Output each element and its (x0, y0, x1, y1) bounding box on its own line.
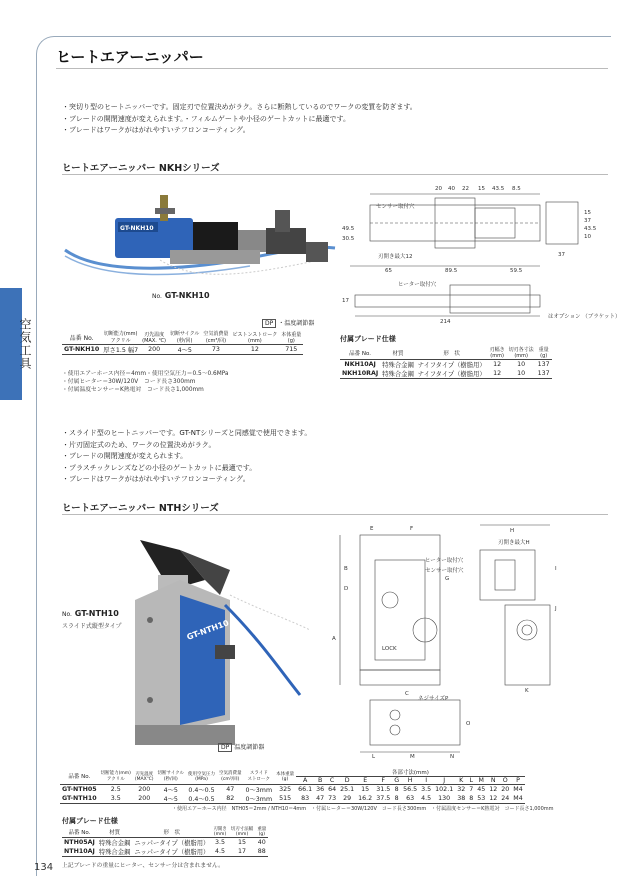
table-cell: M4 (513, 795, 523, 802)
table-cell: 15 (361, 786, 370, 793)
table-cell: GT-NKH10 (64, 346, 100, 353)
table-header-cell: G (394, 777, 400, 784)
nkh-spec-header: ピストンストローク (mm) (232, 331, 278, 344)
table-cell: 63 (406, 795, 415, 802)
nkh-product-photo (60, 190, 340, 300)
table-cell: 特殊合金鋼 (382, 362, 414, 369)
nth-product-photo (120, 520, 320, 750)
nth-model-sub: スライド式縦型タイプ (62, 623, 122, 630)
text-line: ・片刃固定式のため、ワークの位置決めがラク。 (62, 440, 216, 449)
dimension-label: G (445, 576, 450, 582)
table-cell: 47 (226, 786, 235, 793)
table-cell: ナイフタイプ（樹脂用） (417, 371, 486, 378)
table-row (60, 785, 525, 795)
nkh-dimension-diagram (340, 180, 621, 325)
table-cell: 12 (250, 346, 259, 353)
table-header-cell: 刃先温度 (MAX℃) (134, 771, 154, 782)
text-line: ・付属ヒーター＝30W/120V コード長さ300mm (62, 379, 196, 385)
table-cell: 64 (328, 786, 337, 793)
dimension-label: 89.5 (445, 268, 458, 274)
table-header-cell: H (407, 777, 413, 784)
table-header-cell: O (502, 777, 508, 784)
table-cell: 10 (517, 361, 526, 368)
table-header-cell: 材質 (109, 829, 121, 836)
nkh-bullets (62, 102, 417, 137)
text-line: ・ブレードの開閉速度が変えられます。 (62, 452, 188, 460)
dimension-label: 17 (342, 298, 349, 304)
table-cell: 厚さ1.5 幅7 (103, 347, 139, 354)
table-header-cell: K (459, 777, 464, 784)
nkh-heater-label: ヒーター取付穴 (398, 282, 437, 288)
table-cell: 200 (138, 786, 151, 793)
table-cell: 12 (489, 795, 498, 802)
table-cell: 7 (469, 786, 474, 793)
table-cell: 66.1 (298, 786, 313, 793)
nth-photo-label: GT-NTH10 (185, 618, 231, 642)
table-cell: 10 (517, 370, 526, 377)
table-header-cell: F (381, 777, 386, 784)
table-cell: ニッパータイプ（樹脂用） (134, 849, 210, 856)
table-header-cell: 切断サイクル (秒/回) (157, 771, 184, 782)
table-cell: 200 (148, 346, 161, 353)
table-cell: 40 (257, 839, 266, 846)
nth-notes: ・使用エアーホース内径 NTH05＝2mm / NTH10＝4mm ・付属ヒーター＝30W/120V コード長さ300mm ・付属温度センサー＝K熱電対 コード長さ1,000mm (172, 806, 554, 812)
dimension-label: L (372, 754, 376, 760)
table-cell: 31.5 (376, 786, 391, 793)
side-label: 空気工具 (18, 318, 32, 370)
table-cell: 特殊合金鋼 (382, 371, 414, 378)
table-cell: 56.5 (403, 786, 418, 793)
dimension-label: 8.5 (512, 186, 521, 192)
nth-blade-max-label: 刃開き最大H (498, 540, 530, 546)
nkh-spec-header: 本体重量 (g) (281, 331, 302, 344)
table-cell: 137 (537, 361, 550, 368)
dimension-label: H (510, 528, 515, 534)
table-header-cell: C (329, 777, 335, 784)
table-cell: 47 (316, 795, 325, 802)
table-cell: 0〜3mm (245, 787, 273, 794)
table-header-cell: 重量 (g) (538, 347, 549, 359)
table-header-cell: I (425, 777, 428, 784)
table-cell: 4〜5 (163, 787, 178, 794)
table-row (62, 345, 303, 355)
table-cell: 137 (537, 370, 550, 377)
table-cell: 20 (501, 786, 510, 793)
nkh-spec-header: 刃先温度 (MAX. ℃) (142, 331, 167, 344)
table-cell: ニッパータイプ（樹脂用） (134, 840, 210, 847)
table-cell: GT-NTH05 (62, 786, 97, 793)
table-header-cell: 刃開き (mm) (213, 827, 227, 837)
table-cell: 73 (328, 795, 337, 802)
dimension-label: C (405, 691, 409, 697)
table-cell: 16.2 (358, 795, 373, 802)
table-cell: 24 (501, 795, 510, 802)
table-cell: 8 (394, 786, 399, 793)
dimension-label: 15 (478, 186, 485, 192)
table-header-cell: 重量 (g) (257, 827, 267, 837)
nth-footnote: 上記ブレードの重量にヒーター、センサー分は含まれません。 (62, 863, 224, 869)
table-header-cell: 本体重量 (g) (276, 771, 295, 782)
dimension-label: 49.5 (342, 226, 355, 232)
table-header-cell: 切刃各寸法 (mm) (508, 347, 534, 359)
table-cell: 8 (469, 795, 474, 802)
dimension-label: 40 (448, 186, 455, 192)
table-cell: NKH10AJ (344, 361, 376, 368)
table-header-cell: 品番 No. (68, 774, 91, 780)
dimension-label: 214 (440, 319, 451, 325)
table-header-cell: 形 状 (443, 350, 460, 357)
table-cell: 29 (343, 795, 352, 802)
table-cell: 12 (493, 361, 502, 368)
nth-dimension-diagram (330, 520, 615, 760)
text-line: ・スライド型のヒートニッパーです。GT-NTシリーズと同感覚で使用できます。 (62, 429, 312, 437)
table-header-row (340, 346, 552, 360)
text-line: ・付属温度センサー＝K熱電対 コード長さ1,000mm (62, 387, 204, 393)
nth-spec-table (60, 768, 525, 804)
table-cell: GT-NTH10 (62, 795, 97, 802)
nkh-spec-header: 品番 No. (69, 334, 94, 342)
dimension-label: 37 (558, 252, 565, 258)
table-header-cell: スライド ストローク (247, 771, 271, 782)
nkh-heading: ヒートエアーニッパー NKHシリーズ (62, 163, 220, 174)
dimension-label: 22 (462, 186, 469, 192)
nkh-spec-header: 空気消費量 (cm³/回) (203, 331, 229, 344)
table-cell: M4 (513, 786, 523, 793)
dimension-label: 43.5 (492, 186, 505, 192)
nkh-heading-rule (62, 174, 608, 175)
table-header-row (62, 330, 303, 345)
table-header-cell: M (478, 777, 484, 784)
table-cell: 12 (489, 786, 498, 793)
dimension-label: N (450, 754, 455, 760)
dimension-label: F (410, 526, 414, 532)
table-cell: 36 (316, 786, 325, 793)
table-cell: ナイフタイプ（樹脂用） (417, 362, 486, 369)
table-cell: 38 (457, 795, 466, 802)
table-header-cell: A (302, 777, 308, 784)
table-cell: 45 (477, 786, 486, 793)
table-cell: 特殊合金鋼 (98, 849, 131, 856)
nkh-blade-max-label: 刃開き最大12 (378, 254, 413, 260)
nkh-blade-title: 付属ブレード仕様 (340, 335, 396, 343)
table-cell: 83 (301, 795, 310, 802)
table-cell: 2.5 (110, 786, 121, 793)
table-cell: 0.4〜0.5 (188, 796, 215, 803)
table-cell: 15 (238, 839, 247, 846)
table-cell: 515 (279, 795, 292, 802)
text-line: ・使用エアーホース内径＝4mm・使用空気圧力＝0.5〜0.6MPa (62, 371, 229, 377)
page-number: 134 (34, 862, 54, 873)
table-header-cell: 使用空気圧力 (MPa) (188, 771, 215, 782)
table-cell: 53 (477, 795, 486, 802)
table-cell: 3.5 (215, 839, 226, 846)
table-cell: 4〜5 (177, 347, 192, 354)
table-header-cell: 切刃寸法幅 (mm) (230, 827, 254, 837)
table-cell: 特殊合金鋼 (98, 840, 131, 847)
dimension-label: 65 (385, 268, 392, 274)
table-header-cell: D (344, 777, 350, 784)
table-header-cell: 刃幅き (mm) (489, 347, 505, 359)
table-cell: 12 (493, 370, 502, 377)
table-header-cell: B (317, 777, 323, 784)
nth-screw-label: ネジサイズP (418, 696, 449, 702)
table-cell: NTH10AJ (64, 848, 95, 855)
dimension-label: 20 (435, 186, 442, 192)
table-cell: 200 (138, 795, 151, 802)
table-header-cell: 各部寸法(mm) (391, 770, 429, 776)
table-header-cell: L (469, 777, 473, 784)
nkh-blade-table (340, 346, 552, 379)
table-header-cell: 品番 No. (68, 829, 91, 836)
table-header-cell: 切断能力(mm) アクリル (100, 771, 131, 782)
table-cell: 3.5 (421, 786, 432, 793)
table-header-cell: J (443, 777, 446, 784)
table-header-cell: 品番 No. (349, 350, 372, 357)
nth-heading: ヒートエアーニッパー NTHシリーズ (62, 503, 219, 514)
nkh-dp-tag: DP ・温度調節器 (262, 318, 314, 328)
nth-blade-table (62, 826, 268, 857)
nth-heading-rule (62, 514, 608, 515)
table-header-cell: E (363, 777, 368, 784)
title-rule (56, 68, 608, 69)
dimension-label: B (344, 566, 348, 572)
table-cell: 4.5 (421, 795, 432, 802)
table-header-cell: 材質 (392, 350, 404, 357)
nkh-photo-label: GT-NKH10 (120, 225, 154, 232)
table-cell: 0.4〜0.5 (188, 787, 215, 794)
nkh-sensor-label: センサー取付穴 (376, 204, 415, 210)
nth-model-caption: No. GT-NTH10 (62, 609, 119, 618)
table-cell: 715 (285, 346, 298, 353)
nkh-option-label: はオプション （ブラケット） (548, 314, 621, 320)
nkh-spec-header: 切断能力(mm) アクリル (103, 331, 138, 344)
table-header-row (62, 826, 268, 838)
table-cell: 4〜5 (163, 796, 178, 803)
dimension-label: D (344, 586, 349, 592)
table-row (340, 360, 552, 370)
dimension-label: K (525, 688, 529, 694)
nth-sensor-label: センサー取付穴 (425, 568, 464, 574)
table-row (340, 369, 552, 379)
table-cell: 82 (226, 795, 235, 802)
table-cell: NKH10RAJ (342, 370, 379, 377)
table-header-cell: 空気消費量 (cm³/回) (219, 771, 242, 782)
nth-dp-tag: DP 温度調節器 (218, 742, 264, 752)
table-header-row (60, 768, 525, 777)
table-cell: 325 (279, 786, 292, 793)
table-cell: 17 (238, 848, 247, 855)
nkh-model-caption: No. GT-NKH10 (152, 291, 210, 300)
table-cell: 130 (438, 795, 451, 802)
dimension-label: E (370, 526, 374, 532)
page-title: ヒートエアーニッパー (56, 48, 204, 66)
dimension-label: 10 (584, 234, 591, 240)
table-cell: NTH05AJ (64, 839, 95, 846)
table-cell: 37.5 (376, 795, 391, 802)
dimension-label: 59.5 (510, 268, 523, 274)
nth-blade-title: 付属ブレード仕様 (62, 817, 118, 825)
nkh-notes (62, 370, 228, 394)
table-header-cell: N (490, 777, 496, 784)
nth-lock-label: LOCK (382, 646, 397, 652)
table-row (62, 847, 268, 857)
nkh-bullet: ・突切り型のヒートニッパーです。固定刃で位置決めがラク。さらに断熱しているのでワークの変質を防ぎます。 (62, 103, 417, 111)
dimension-label: A (332, 636, 336, 642)
table-cell: 3.5 (110, 795, 121, 802)
dimension-label: 15 (584, 210, 591, 216)
text-line: ・ブレードはワークがはがれやすいテフロンコーティング。 (62, 475, 250, 483)
nkh-spec-table (62, 330, 303, 355)
dimension-label: M (410, 754, 415, 760)
table-cell: 32 (457, 786, 466, 793)
table-cell: 102.1 (435, 786, 454, 793)
dimension-label: O (466, 721, 471, 727)
table-header-cell: P (516, 777, 520, 784)
table-row (62, 838, 268, 848)
table-cell: 73 (211, 346, 220, 353)
dimension-label: 30.5 (342, 236, 355, 242)
table-cell: 8 (394, 795, 399, 802)
nkh-spec-header: 切断サイクル (秒/回) (170, 331, 200, 344)
nth-heater-label: ヒーター取付穴 (425, 558, 464, 564)
nth-bullets (62, 428, 311, 486)
nkh-bullet: ・ブレードはワークがはがれやすいテフロンコーティング。 (62, 126, 250, 134)
table-cell: 0〜3mm (245, 796, 273, 803)
table-row (60, 794, 525, 804)
dimension-label: I (555, 566, 557, 572)
dimension-label: 43.5 (584, 226, 597, 232)
dimension-label: J (555, 606, 557, 612)
text-line: ・プラスチックレンズなどの小径のゲートカットに最適です。 (62, 463, 257, 472)
dimension-label: 37 (584, 218, 591, 224)
table-cell: 4.5 (215, 848, 226, 855)
table-header-cell: 形 状 (163, 829, 181, 836)
table-cell: 25.1 (340, 786, 355, 793)
nkh-bullet: ・ブレードの開閉速度が変えられます。・フィルムゲートや小径のゲートカットに最適です。 (62, 114, 350, 123)
table-cell: 88 (257, 848, 266, 855)
